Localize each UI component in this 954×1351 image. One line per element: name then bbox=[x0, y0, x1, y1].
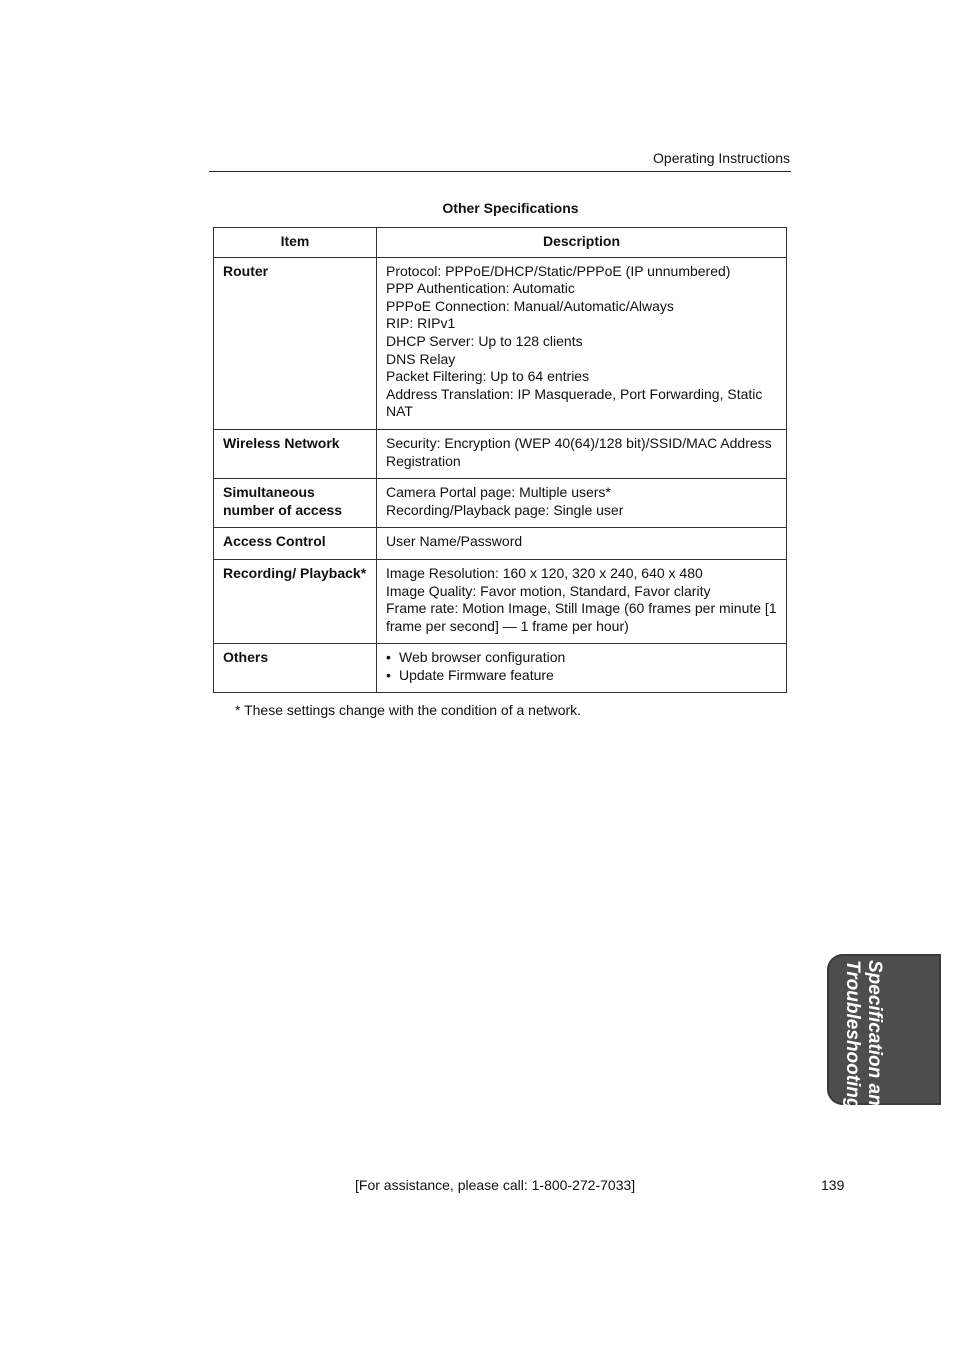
description-line: RIP: RIPv1 bbox=[386, 315, 456, 332]
description-line: Camera Portal page: Multiple users* bbox=[386, 484, 611, 501]
description-line: Security: Encryption (WEP 40(64)/128 bit)/SSID/MAC Address Registration bbox=[386, 434, 772, 469]
description-cell bbox=[377, 429, 787, 478]
description-cell bbox=[377, 528, 787, 560]
item-cell: Router bbox=[214, 257, 377, 429]
table-row bbox=[214, 257, 787, 429]
column-header-item: Item bbox=[214, 228, 377, 258]
table-header-row bbox=[214, 228, 787, 258]
description-line: Image Quality: Favor motion, Standard, Favor clarity bbox=[386, 582, 711, 599]
page-number: 139 bbox=[821, 1177, 845, 1193]
side-tab-label bbox=[841, 960, 885, 1117]
specifications-table bbox=[213, 227, 787, 693]
bullet-item: • Update Firmware feature bbox=[386, 667, 777, 685]
side-tab-line-2: Troubleshooting bbox=[842, 960, 863, 1110]
item-cell: Simultaneous number of access bbox=[214, 479, 377, 528]
footer-assistance: [For assistance, please call: 1-800-272-7033] bbox=[355, 1177, 636, 1193]
column-header-description: Description bbox=[377, 228, 787, 258]
item-cell: Others bbox=[214, 644, 377, 693]
description-line: Address Translation: IP Masquerade, Port Forwarding, Static NAT bbox=[386, 385, 763, 420]
description-cell bbox=[377, 644, 787, 693]
description-line: DNS Relay bbox=[386, 350, 456, 367]
table-row bbox=[214, 644, 787, 693]
description-cell bbox=[377, 559, 787, 643]
item-cell: Wireless Network bbox=[214, 429, 377, 478]
description-line: Frame rate: Motion Image, Still Image (60 frames per minute [1 frame per second] — 1 frame per hour) bbox=[386, 600, 777, 634]
footnote: * These settings change with the condition of a network. bbox=[235, 702, 582, 718]
description-line: Packet Filtering: Up to 64 entries bbox=[386, 368, 590, 385]
table-title: Other Specifications bbox=[442, 200, 579, 216]
description-cell bbox=[377, 257, 787, 429]
item-cell: Access Control bbox=[214, 528, 377, 560]
description-line: PPP Authentication: Automatic bbox=[386, 280, 575, 297]
description-line: PPPoE Connection: Manual/Automatic/Always bbox=[386, 297, 674, 314]
section-side-tab bbox=[827, 954, 941, 1118]
description-cell bbox=[377, 479, 787, 528]
running-header: Operating Instructions bbox=[653, 150, 790, 166]
description-line: Recording/Playback page: Single user bbox=[386, 501, 624, 518]
header-rule bbox=[209, 171, 791, 172]
item-cell: Recording/ Playback* bbox=[214, 559, 377, 643]
description-line: User Name/Password bbox=[386, 533, 523, 550]
table-row bbox=[214, 429, 787, 478]
description-line: Protocol: PPPoE/DHCP/Static/PPPoE (IP unnumbered) bbox=[386, 262, 731, 279]
table-row bbox=[214, 528, 787, 560]
side-tab-line-1: Specification and bbox=[864, 960, 885, 1118]
description-line: Image Resolution: 160 x 120, 320 x 240, 640 x 480 bbox=[386, 564, 703, 581]
table-row bbox=[214, 479, 787, 528]
bullet-item: • Web browser configuration bbox=[386, 649, 777, 667]
table-row bbox=[214, 559, 787, 643]
description-line: DHCP Server: Up to 128 clients bbox=[386, 332, 583, 349]
